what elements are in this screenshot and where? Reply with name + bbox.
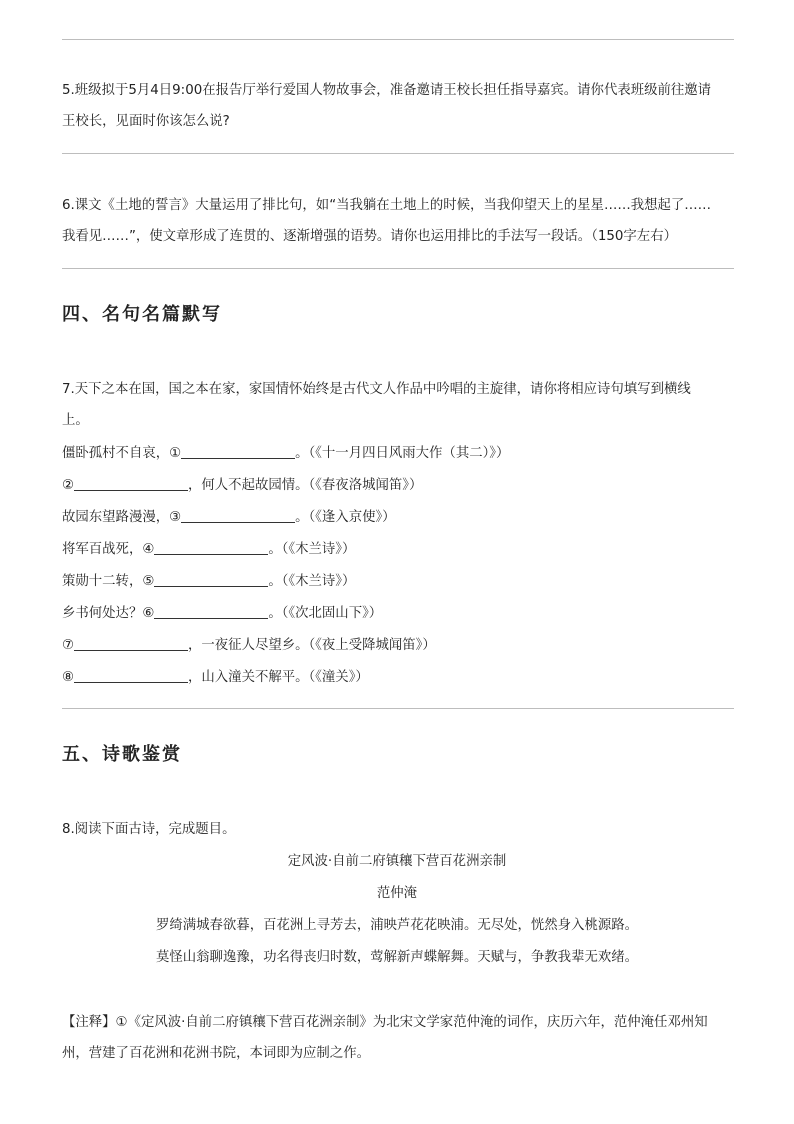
poem-title: 定风波·自前二府镇穰下营百花洲亲制	[287, 854, 507, 869]
q7-item-6	[62, 606, 382, 620]
q7-item-2	[62, 478, 422, 492]
q7-item-5-blank[interactable]	[154, 574, 268, 587]
q7-item-6-before: 乡书何处达？⑥	[62, 606, 155, 621]
divider-top	[62, 39, 734, 40]
q5-line2: 王校长，见面时你该怎么说?	[62, 114, 230, 129]
q7-item-4	[62, 542, 355, 556]
q7-item-2-before: ②	[62, 478, 75, 493]
q8-intro: 8.阅读下面古诗，完成题目。	[62, 822, 236, 837]
q7-item-3-before: 故园东望路漫漫，③	[62, 510, 182, 525]
q7-item-4-blank[interactable]	[154, 542, 268, 555]
q7-item-8	[62, 670, 369, 684]
q7-item-1-after: 。（《十一月四日风雨大作（其二）》）	[295, 446, 510, 461]
section5-title: 五、诗歌鉴赏	[62, 744, 182, 765]
q7-item-7-before: ⑦	[62, 638, 75, 653]
q6-line1: 6.课文《土地的誓言》大量运用了排比句，如“当我躺在土地上的时候，当我仰望天上的星星……我想起了……	[62, 198, 712, 213]
q7-intro-line1: 7.天下之本在国，国之本在家，家国情怀始终是古代文人作品中吟唱的主旋律，请你将相应诗句填写到横线	[62, 382, 691, 397]
poem-verse-1: 罗绮满城春欲暮，百花洲上寻芳去，浦映芦花花映浦。无尽处，恍然身入桃源路。	[155, 918, 639, 933]
divider-q6	[62, 268, 734, 269]
q7-item-1-before: 僵卧孤村不自哀，①	[62, 446, 182, 461]
q7-item-8-after: ，山入潼关不解平。（《潼关》）	[188, 670, 369, 685]
section4-title: 四、名句名篇默写	[62, 304, 222, 325]
q7-item-6-blank[interactable]	[154, 606, 268, 619]
note-line1: 【注释】①《定风波·自前二府镇穰下营百花洲亲制》为北宋文学家范仲淹的词作，庆历六年，范仲淹任邓州知	[62, 1015, 708, 1030]
q6-line2: 我看见……”，使文章形成了连贯的、逐渐增强的语势。请你也运用排比的手法写一段话。（150字左右）	[62, 229, 677, 244]
q7-intro-line2: 上。	[62, 413, 89, 428]
q7-item-5-after: 。（《木兰诗》）	[268, 574, 356, 589]
q7-item-4-before: 将军百战死，④	[62, 542, 155, 557]
q7-item-4-after: 。（《木兰诗》）	[268, 542, 356, 557]
q7-item-7-blank[interactable]	[74, 638, 188, 651]
q7-item-3-blank[interactable]	[181, 510, 295, 523]
poem-author: 范仲淹	[376, 886, 418, 901]
q7-item-2-after: ，何人不起故园情。（《春夜洛城闻笛》）	[188, 478, 423, 493]
q7-item-8-before: ⑧	[62, 670, 75, 685]
q7-item-3-after: 。（《逢入京使》）	[295, 510, 396, 525]
q7-item-1	[62, 446, 509, 460]
q7-item-3	[62, 510, 396, 524]
q7-item-5	[62, 574, 355, 588]
note-line2: 州，营建了百花洲和花洲书院，本词即为应制之作。	[62, 1046, 370, 1061]
poem-verse-2: 莫怪山翁聊逸豫，功名得丧归时数，莺解新声蝶解舞。天赋与，争教我辈无欢绪。	[155, 950, 639, 965]
q7-item-1-blank[interactable]	[181, 446, 295, 459]
divider-q5	[62, 153, 734, 154]
q7-item-5-before: 策勋十二转，⑤	[62, 574, 155, 589]
q7-item-7	[62, 638, 436, 652]
q7-item-8-blank[interactable]	[74, 670, 188, 683]
q7-item-7-after: ，一夜征人尽望乡。（《夜上受降城闻笛》）	[188, 638, 436, 653]
q7-item-2-blank[interactable]	[74, 478, 188, 491]
divider-q7	[62, 708, 734, 709]
q5-line1: 5.班级拟于5月4日9:00在报告厅举行爱国人物故事会，准备邀请王校长担任指导嘉宾。请你代表班级前往邀请	[62, 83, 712, 98]
q7-item-6-after: 。（《次北固山下》）	[268, 606, 383, 621]
